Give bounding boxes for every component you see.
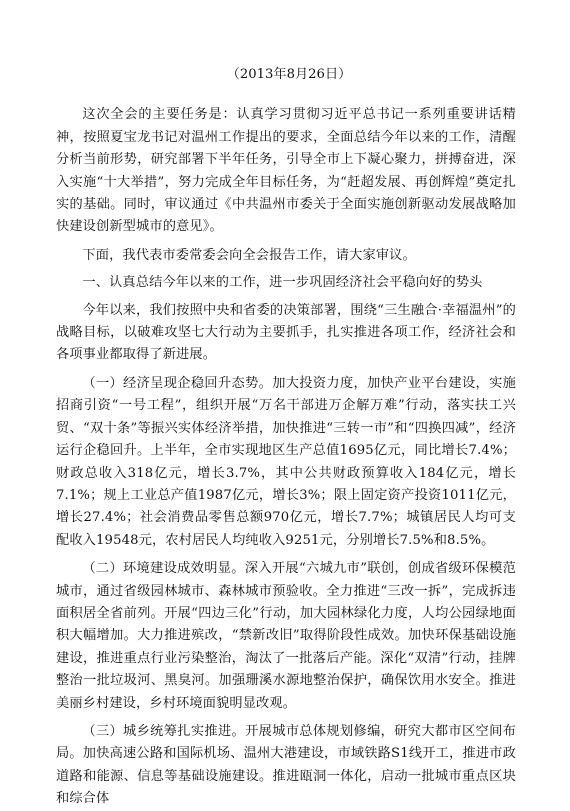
paragraph-main-tasks: 这次全会的主要任务是：认真学习贯彻习近平总书记一系列重要讲话精神，按照夏宝龙书记对温州工作提出的要求，全面总结今年以来的工作，清醒分析当前形势，研究部署下半年任务，引导全市上下凝心聚力，拼搏奋进，深入实施“十大举措”，努力完成全年目标任务，为“赶超发展、再创辉煌”奠定扎实的基础。同时，审议通过《中共温州市委关于全面实施创新驱动发展战略加快建设创新型城市的意见》。: [56, 107, 516, 235]
paragraph-urban-rural: （三）城乡统筹扎实推进。开展城市总体规划修编，研究大都市区空间布局。加快高速公路和国际机场、温州大港建设，市域铁路S1线开工，推进市政道路和能源、信息等基础设施建设。推进瓯洞一体化，启动一批城市重点区块和综合体: [56, 723, 516, 807]
paragraph-environment: （二）环境建设成效明显。深入开展“六城九市”联创，创成省级环保模范城市，通过省级园林城市、森林城市预验收。全力推进“三改一拆”，完成拆违面积居全省前列。开展“四边三化”行动，加大园林绿化力度，人均公园绿地面积大幅增加。大力推进殡改，“禁新改旧”取得阶段性成效。加快环保基础设施建设，推进重点行业污染整治，淘汰了一批落后产能。深化“双清”行动，挂牌整治一批垃圾河、黑臭河。加强珊溪水源地整治保护，确保饮用水安全。推进美丽乡村建设，乡村环境面貌明显改观。: [56, 561, 516, 711]
section-heading-1: 一、认真总结今年以来的工作，进一步巩固经济社会平稳向好的势头: [82, 275, 483, 291]
paragraph-overview: 今年以来，我们按照中央和省委的决策部署，围绕“三生融合·幸福温州”的战略目标，以破难攻坚七大行动为主要抓手，扎实推进各项工作，经济社会和各项事业都取得了新进展。: [56, 302, 516, 363]
paragraph-report-intro: 下面，我代表市委常委会向全会报告工作，请大家审议。: [82, 247, 416, 263]
date-line: （2013年8月26日）: [226, 67, 352, 82]
paragraph-economy: （一）经济呈现企稳回升态势。加大投资力度，加快产业平台建设，实施招商引资“一号工程”，组织开展“万名干部进万企解万难”行动，落实扶工兴贸、“双十条”等振兴实体经济举措，加快推进“三转一市”和“四换四减”，经济运行企稳回升。上半年，全市实现地区生产总值1695亿元，同比增长7.4%；财政总收入318亿元，增长3.7%，其中公共财政预算收入184亿元，增长7.1%；规上工业总产值1987亿元，增长3%；限上固定资产投资1011亿元，增长27.4%；社会消费品零售总额970亿元，增长7.7%；城镇居民人均可支配收入19548元，农村居民人均纯收入9251元，分别增长7.5%和8.5%。: [56, 375, 516, 548]
